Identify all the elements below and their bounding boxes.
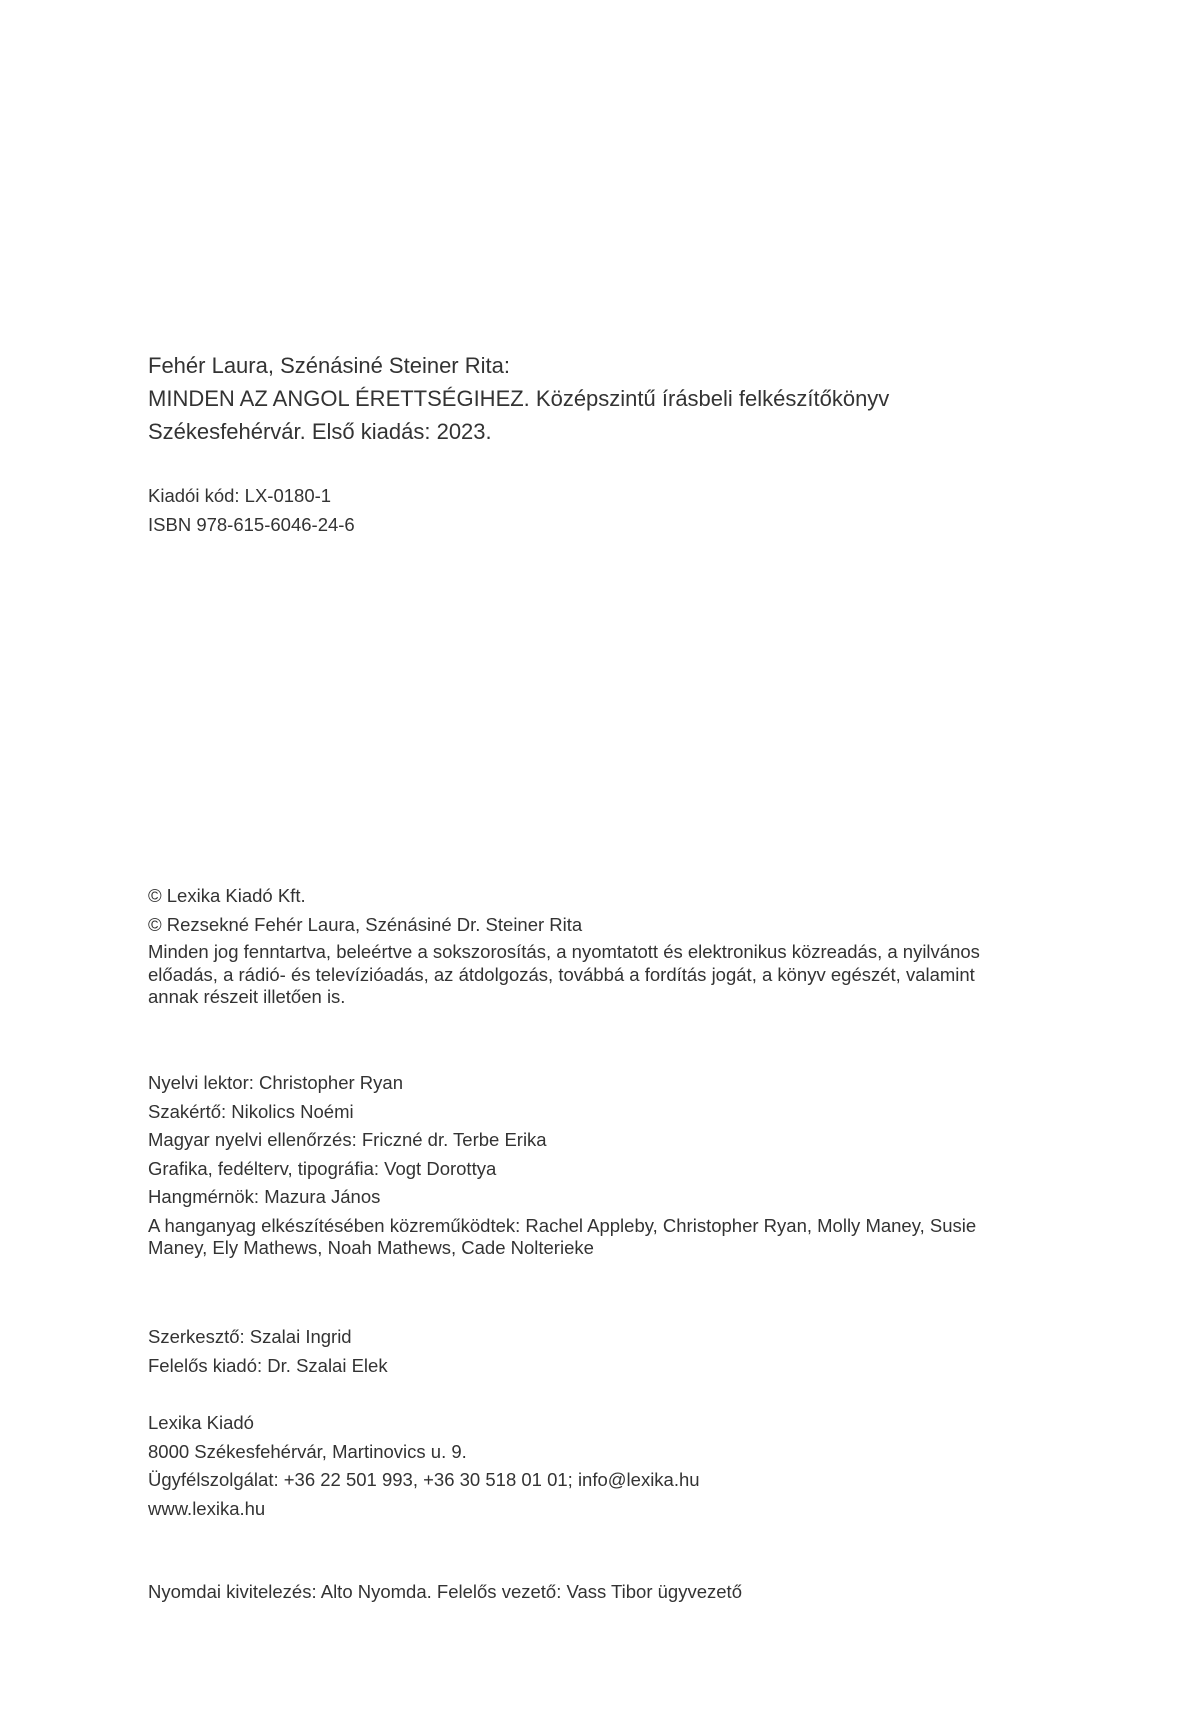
credit-language-editor: Nyelvi lektor: Christopher Ryan <box>148 1072 403 1093</box>
editor: Szerkesztő: Szalai Ingrid <box>148 1326 352 1347</box>
printing-info: Nyomdai kivitelezés: Alto Nyomda. Felelős vezető: Vass Tibor ügyvezető <box>148 1581 742 1602</box>
publisher-website: www.lexika.hu <box>148 1497 266 1519</box>
printing-section <box>148 1578 1028 1607</box>
credits-section <box>148 1069 1028 1260</box>
codes-section <box>148 481 1028 539</box>
publisher-code: Kiadói kód: LX-0180-1 <box>148 485 332 506</box>
customer-service: Ügyfélszolgálat: +36 22 501 993, +36 30 518 01 01; info@lexika.hu <box>148 1469 700 1490</box>
book-authors: Fehér Laura, Szénásiné Steiner Rita: <box>148 353 510 378</box>
publisher-address: 8000 Székesfehérvár, Martinovics u. 9. <box>148 1440 467 1462</box>
title-section <box>148 349 1028 448</box>
edition-info: Székesfehérvár. Első kiadás: 2023. <box>148 419 492 444</box>
copyright-publisher: © Lexika Kiadó Kft. <box>148 885 306 906</box>
book-title: MINDEN AZ ANGOL ÉRETTSÉGIHEZ. Középszintű írásbeli felkészítőkönyv <box>148 386 890 411</box>
responsible-publisher: Felelős kiadó: Dr. Szalai Elek <box>148 1354 388 1376</box>
credit-hungarian-check: Magyar nyelvi ellenőrzés: Friczné dr. Terbe Erika <box>148 1129 547 1150</box>
credit-expert: Szakértő: Nikolics Noémi <box>148 1100 354 1122</box>
credit-graphics: Grafika, fedélterv, tipográfia: Vogt Dorottya <box>148 1157 497 1179</box>
isbn: ISBN 978-615-6046-24-6 <box>148 514 355 535</box>
publisher-section <box>148 1409 1028 1523</box>
publisher-name: Lexika Kiadó <box>148 1412 254 1433</box>
credit-audio-contributors: A hanganyag elkészítésében közreműködtek: Rachel Appleby, Christopher Ryan, Molly Maney, Susie Maney, Ely Mathews, Noah Mathews, Cade Nolterieke <box>148 1214 977 1258</box>
credit-sound-engineer: Hangmérnök: Mazura János <box>148 1186 381 1207</box>
rights-notice: Minden jog fenntartva, beleértve a sokszorosítás, a nyomtatott és elektronikus közreadás, a nyilvános előadás, a rádió- és televízióadás, az átdolgozás, továbbá a fordítás jogát, a könyv egészét, valamint annak részeit illetően is. <box>148 941 980 1007</box>
editorial-section <box>148 1323 1028 1380</box>
copyright-authors: © Rezsekné Fehér Laura, Szénásiné Dr. Steiner Rita <box>148 914 583 935</box>
copyright-section <box>148 881 1028 1009</box>
